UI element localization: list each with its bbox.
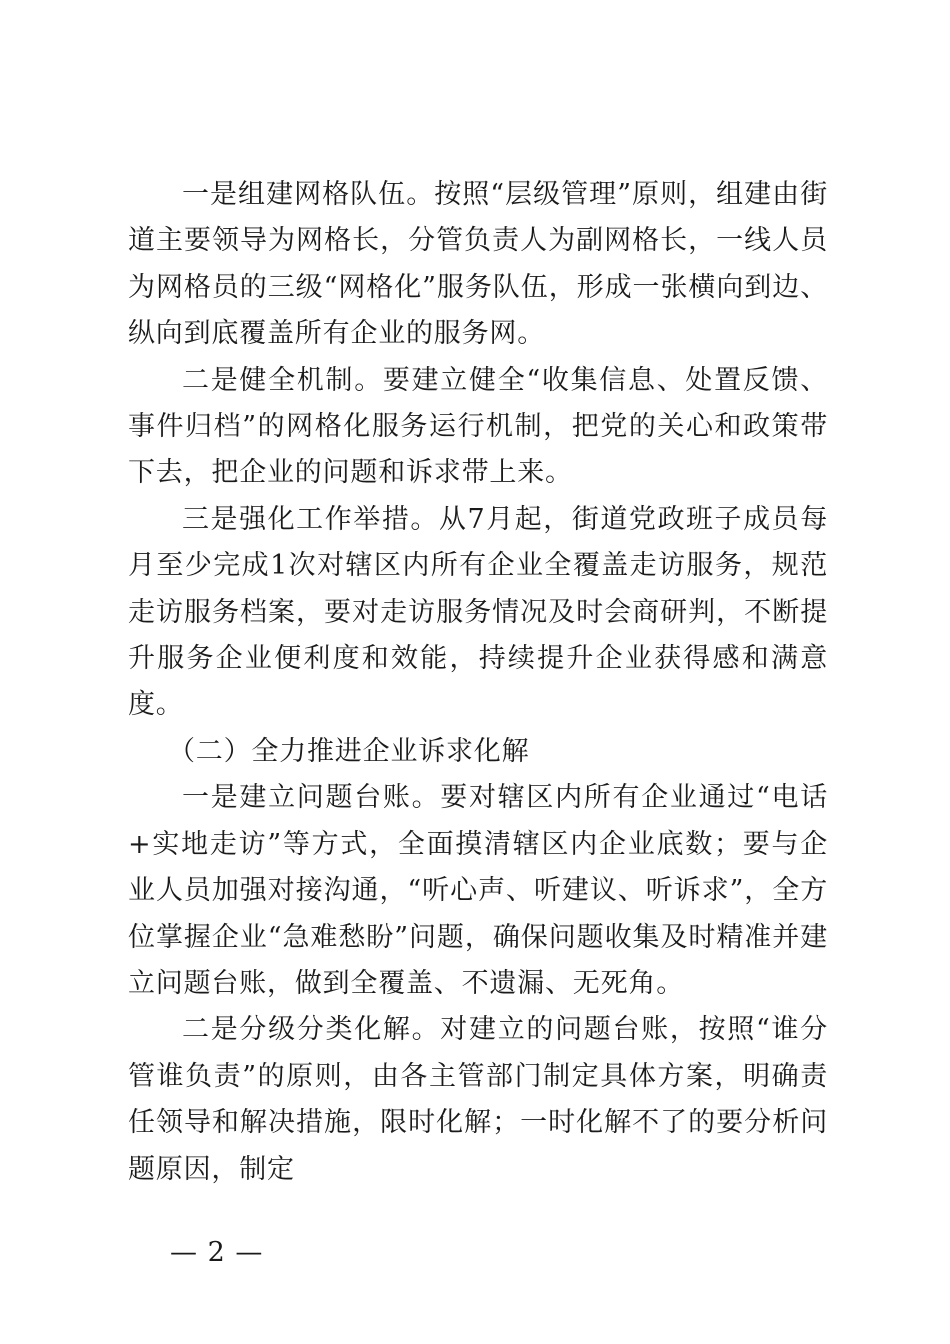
paragraph-mechanism: 二是健全机制。要建立健全“收集信息、处置反馈、事件归档”的网格化服务运行机制，把党的关心和政策带下去，把企业的问题和诉求带上来。	[128, 364, 828, 489]
paragraph-problem-ledger: 一是建立问题台账。要对辖区内所有企业通过“电话+实地走访”等方式，全面摸清辖区内企业底数；要与企业人员加强对接沟通，“听心声、听建议、听诉求”，全方位掌握企业“急难愁盼”问题，确保问题收集及时精准并建立问题台账，做到全覆盖、不遗漏、无死角。	[128, 782, 828, 999]
document-body	[128, 172, 828, 1193]
paragraph-grid-team: 一是组建网格队伍。按照“层级管理”原则，组建由街道主要领导为网格长，分管负责人为副网格长，一线人员为网格员的三级“网格化”服务队伍，形成一张横向到边、纵向到底覆盖所有企业的服务网。	[128, 179, 828, 350]
page-number: — 2 —	[170, 1237, 264, 1268]
paragraph-measures: 三是强化工作举措。从7月起，街道党政班子成员每月至少完成1次对辖区内所有企业全覆盖走访服务，规范走访服务档案，要对走访服务情况及时会商研判，不断提升服务企业便利度和效能，持续提升企业获得感和满意度。	[128, 503, 828, 721]
section-heading: （二）全力推进企业诉求化解	[168, 735, 530, 767]
paragraph-classified-resolution: 二是分级分类化解。对建立的问题台账，按照“谁分管谁负责”的原则，由各主管部门制定具体方案，明确责任领导和解决措施，限时化解；一时化解不了的要分析问题原因，制定	[128, 1014, 828, 1185]
